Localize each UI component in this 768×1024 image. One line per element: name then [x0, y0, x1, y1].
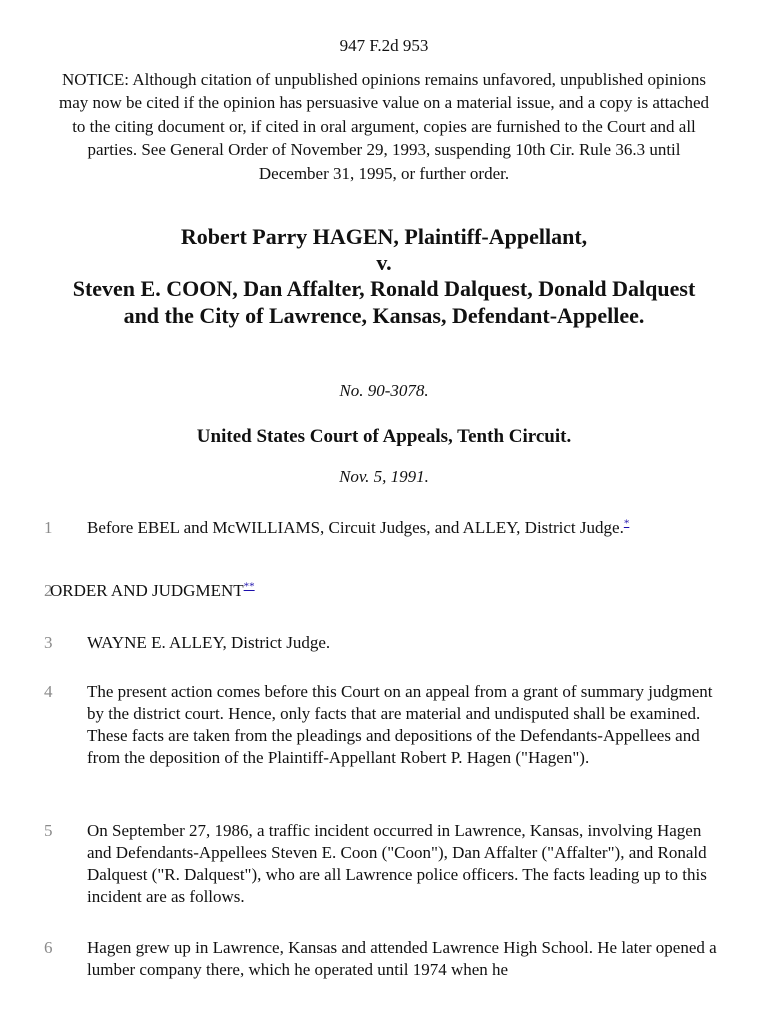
- case-caption: [60, 224, 708, 329]
- footnote-link[interactable]: *: [623, 517, 630, 530]
- decision-date: Nov. 5, 1991.: [339, 467, 429, 486]
- court-name: United States Court of Appeals, Tenth Circuit.: [196, 426, 572, 447]
- citation: 947 F.2d 953: [339, 36, 429, 55]
- paragraph-number: 6: [44, 938, 53, 957]
- paragraph-number: 1: [44, 518, 53, 537]
- docket-number: No. 90-3078.: [339, 381, 429, 400]
- paragraph-number: 2: [44, 581, 53, 600]
- unpublished-notice: NOTICE: Although citation of unpublished opinions remains unfavored, unpublished opinions may now be cited if the opinion has persuasive value on a material issue, and a copy is attached to the citing document or, if cited in oral argument, copies are furnished to the Court and all parties. See General Order of November 29, 1993, suspending 10th Cir. Rule 36.3 until December 31, 1995, or further order.: [58, 70, 710, 183]
- section-heading: ORDER AND JUDGMENT**: [50, 580, 255, 600]
- paragraph-number: 3: [44, 633, 53, 652]
- defendants-line: Steven E. COON, Dan Affalter, Ronald Dalquest, Donald Dalquest and the City of Lawrence, Kansas, Defendant-Appellee.: [72, 276, 696, 328]
- versus-line: v.: [376, 250, 392, 276]
- paragraph-text: Hagen grew up in Lawrence, Kansas and attended Lawrence High School. He later opened a lumber company there, which he operated until 1974 when he: [87, 938, 717, 979]
- footnote-link[interactable]: **: [243, 580, 255, 593]
- paragraph-number: 5: [44, 821, 53, 840]
- plaintiff-line: Robert Parry HAGEN, Plaintiff-Appellant,: [180, 224, 588, 249]
- paragraph-text: The present action comes before this Court on an appeal from a grant of summary judgment by the district court. Hence, only facts that are material and undisputed shall be examined. These facts are taken from the pleadings and depositions of the Defendants-Appellees and from the deposition of the Plaintiff-Appellant Robert P. Hagen ("Hagen").: [87, 682, 713, 767]
- paragraph-text: Before EBEL and McWILLIAMS, Circuit Judges, and ALLEY, District Judge.*: [87, 517, 630, 537]
- paragraph-text: WAYNE E. ALLEY, District Judge.: [87, 633, 331, 652]
- paragraph-number: 4: [44, 682, 53, 701]
- paragraph-text: On September 27, 1986, a traffic incident occurred in Lawrence, Kansas, involving Hagen and Defendants-Appellees Steven E. Coon ("Coon"), Dan Affalter ("Affalter"), and Ronald Dalquest ("R. Dalquest"), who are all Lawrence police officers. The facts leading up to this incident are as follows.: [87, 821, 707, 906]
